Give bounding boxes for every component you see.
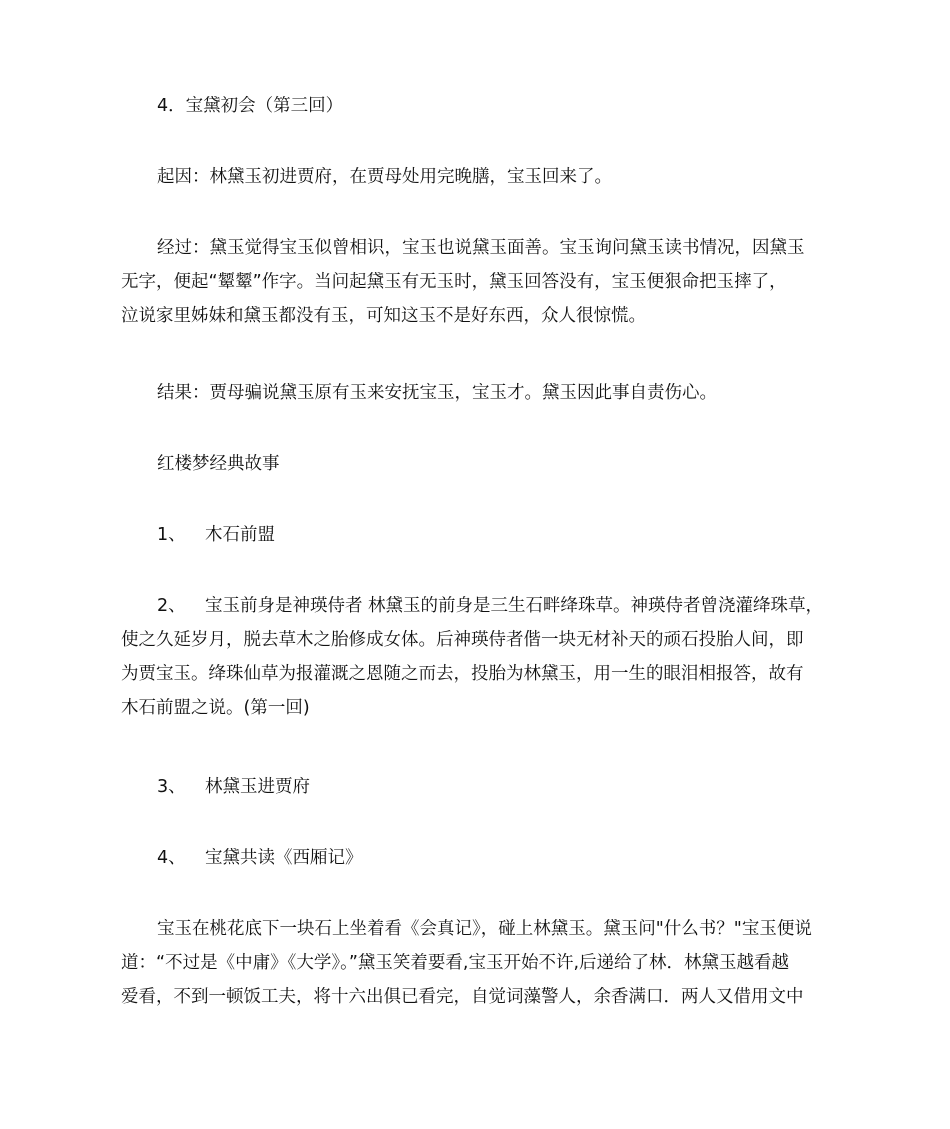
stories-title: 红楼梦经典故事 — [157, 454, 280, 474]
list-item-text: 宝黛共读《西厢记》 — [205, 848, 363, 868]
item2-line-2: 使之久延岁月，脱去草木之胎修成女体。后神瑛侍者偕一块无材补天的顽石投胎人间，即 — [121, 630, 804, 650]
list-item — [157, 518, 275, 552]
list-item — [157, 770, 310, 804]
list-item-text: 宝玉前身是神瑛侍者 林黛玉的前身是三生石畔绛珠草。神瑛侍者曾浇灌绛珠草， — [205, 596, 824, 616]
list-item — [121, 589, 837, 623]
list-item-number: 4、 — [157, 848, 186, 868]
cause-paragraph: 起因：林黛玉初进贾府，在贾母处用完晚膳，宝玉回来了。 — [157, 167, 612, 187]
section-heading: 4．宝黛初会（第三回） — [157, 96, 344, 116]
item2-line-3: 为贾宝玉。绛珠仙草为报灌溉之恩随之而去，投胎为林黛玉，用一生的眼泪相报答，故有 — [121, 664, 804, 684]
list-item-2-paragraph — [121, 589, 837, 725]
final-paragraph — [121, 912, 837, 1014]
list-item-number: 1、 — [157, 525, 186, 545]
process-line-1: 经过：黛玉觉得宝玉似曾相识，宝玉也说黛玉面善。宝玉询问黛玉读书情况，因黛玉 — [157, 238, 805, 258]
final-line-3: 爱看，不到一顿饭工夫，将十六出俱已看完，自觉词藻警人，余香满口．两人又借用文中 — [121, 987, 804, 1007]
final-line-2: 道：“不过是《中庸》《大学》。”黛玉笑着要看,宝玉开始不许,后递给了林．林黛玉越看越 — [121, 953, 790, 973]
list-item-text: 林黛玉进贾府 — [205, 777, 310, 797]
final-line-1: 宝玉在桃花底下一块石上坐着看《会真记》，碰上林黛玉。黛玉问"什么书？"宝玉便说 — [157, 919, 812, 939]
list-item-text: 木石前盟 — [205, 525, 275, 545]
list-item — [157, 841, 363, 875]
process-line-2: 无字，便起“颦颦”作字。当问起黛玉有无玉时，黛玉回答没有，宝玉便狠命把玉摔了， — [121, 272, 787, 292]
process-paragraph — [121, 231, 837, 333]
result-paragraph: 结果：贾母骗说黛玉原有玉来安抚宝玉，宝玉才。黛玉因此事自责伤心。 — [157, 383, 717, 403]
process-line-3: 泣说家里姊妹和黛玉都没有玉，可知这玉不是好东西，众人很惊慌。 — [121, 306, 646, 326]
list-item-number: 2、 — [157, 596, 186, 616]
item2-line-4: 木石前盟之说。(第一回) — [121, 698, 310, 718]
list-item-number: 3、 — [157, 777, 186, 797]
